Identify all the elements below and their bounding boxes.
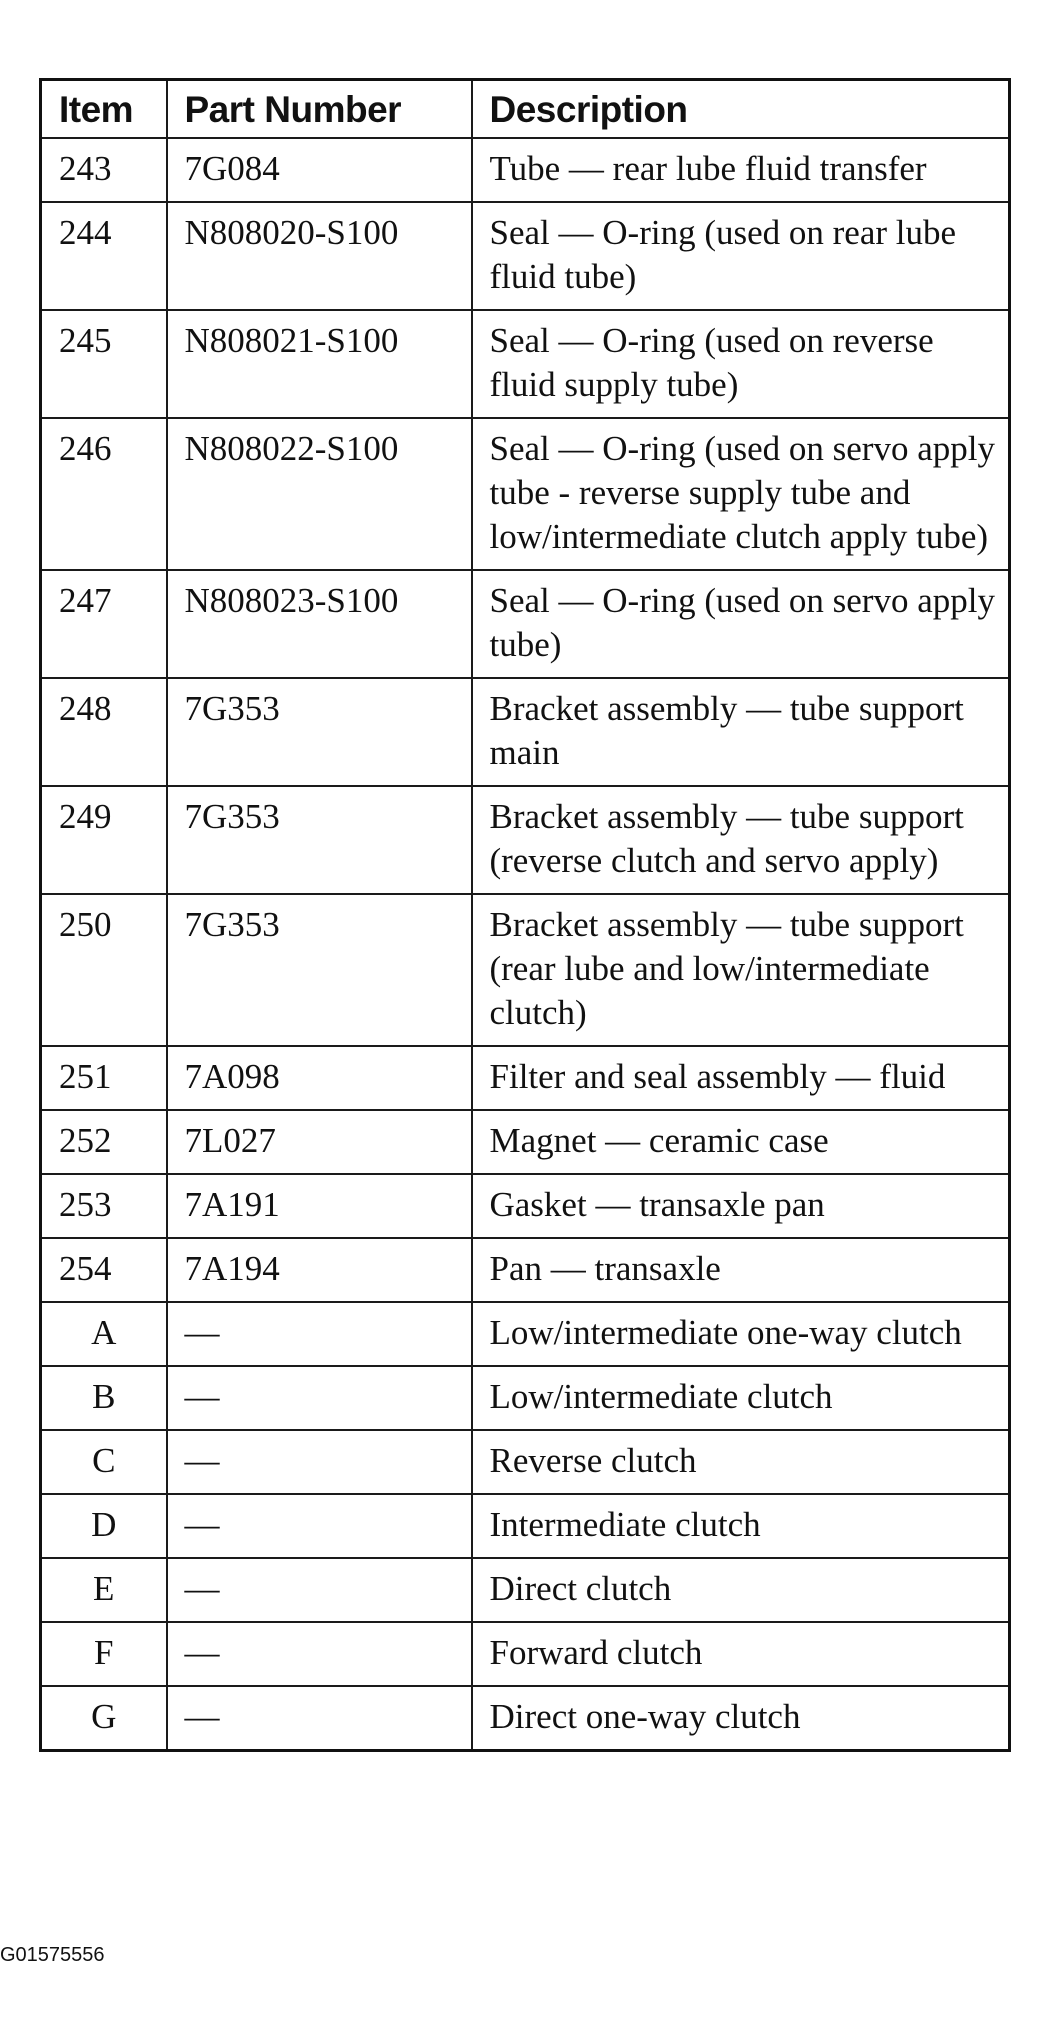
cell-description: Filter and seal assembly — fluid xyxy=(472,1046,1010,1110)
header-part-number: Part Number xyxy=(167,80,472,138)
cell-description: Magnet — ceramic case xyxy=(472,1110,1010,1174)
cell-item: 251 xyxy=(41,1046,167,1110)
cell-description: Seal — O-ring (used on reverse fluid supply tube) xyxy=(472,310,1010,418)
table-row xyxy=(41,1430,1010,1494)
parts-list-table xyxy=(39,78,1011,1752)
cell-item: 243 xyxy=(41,138,167,202)
cell-part-number: — xyxy=(167,1302,472,1366)
table-row xyxy=(41,786,1010,894)
cell-item: F xyxy=(41,1622,167,1686)
cell-part-number: 7G353 xyxy=(167,786,472,894)
cell-part-number: — xyxy=(167,1622,472,1686)
table-row xyxy=(41,894,1010,1046)
cell-description: Direct one-way clutch xyxy=(472,1686,1010,1751)
table-row xyxy=(41,1558,1010,1622)
cell-part-number: 7G353 xyxy=(167,678,472,786)
table-row xyxy=(41,678,1010,786)
cell-item: E xyxy=(41,1558,167,1622)
cell-part-number: N808020-S100 xyxy=(167,202,472,310)
cell-description: Gasket — transaxle pan xyxy=(472,1174,1010,1238)
table-row xyxy=(41,1046,1010,1110)
table-row xyxy=(41,1302,1010,1366)
table-row xyxy=(41,1366,1010,1430)
cell-description: Seal — O-ring (used on servo apply tube - reverse supply tube and low/intermediate clutch apply tube) xyxy=(472,418,1010,570)
cell-description: Seal — O-ring (used on rear lube fluid tube) xyxy=(472,202,1010,310)
header-description: Description xyxy=(472,80,1010,138)
figure-id-label: G01575556 xyxy=(0,1944,105,1966)
parts-table xyxy=(39,78,1008,1752)
cell-item: B xyxy=(41,1366,167,1430)
table-row xyxy=(41,1622,1010,1686)
table-header-row xyxy=(41,80,1010,138)
cell-item: 248 xyxy=(41,678,167,786)
cell-item: D xyxy=(41,1494,167,1558)
header-item: Item xyxy=(41,80,167,138)
cell-description: Reverse clutch xyxy=(472,1430,1010,1494)
cell-part-number: — xyxy=(167,1494,472,1558)
cell-item: 253 xyxy=(41,1174,167,1238)
table-row xyxy=(41,310,1010,418)
cell-part-number: — xyxy=(167,1686,472,1751)
cell-item: 247 xyxy=(41,570,167,678)
cell-part-number: 7A098 xyxy=(167,1046,472,1110)
cell-description: Tube — rear lube fluid transfer xyxy=(472,138,1010,202)
cell-item: C xyxy=(41,1430,167,1494)
cell-part-number: N808023-S100 xyxy=(167,570,472,678)
table-row xyxy=(41,202,1010,310)
cell-description: Pan — transaxle xyxy=(472,1238,1010,1302)
cell-description: Bracket assembly — tube support (rear lube and low/intermediate clutch) xyxy=(472,894,1010,1046)
cell-description: Low/intermediate one-way clutch xyxy=(472,1302,1010,1366)
cell-item: 254 xyxy=(41,1238,167,1302)
cell-description: Bracket assembly — tube support main xyxy=(472,678,1010,786)
table-row xyxy=(41,1686,1010,1751)
cell-item: 252 xyxy=(41,1110,167,1174)
cell-description: Forward clutch xyxy=(472,1622,1010,1686)
cell-item: 245 xyxy=(41,310,167,418)
table-row xyxy=(41,1110,1010,1174)
cell-item: 246 xyxy=(41,418,167,570)
cell-description: Bracket assembly — tube support (reverse clutch and servo apply) xyxy=(472,786,1010,894)
cell-part-number: 7A194 xyxy=(167,1238,472,1302)
table-row xyxy=(41,1174,1010,1238)
cell-part-number: 7G353 xyxy=(167,894,472,1046)
cell-part-number: — xyxy=(167,1366,472,1430)
cell-description: Direct clutch xyxy=(472,1558,1010,1622)
cell-description: Intermediate clutch xyxy=(472,1494,1010,1558)
table-row xyxy=(41,570,1010,678)
cell-part-number: 7A191 xyxy=(167,1174,472,1238)
cell-item: 249 xyxy=(41,786,167,894)
cell-item: 244 xyxy=(41,202,167,310)
cell-item: G xyxy=(41,1686,167,1751)
cell-part-number: 7L027 xyxy=(167,1110,472,1174)
cell-description: Low/intermediate clutch xyxy=(472,1366,1010,1430)
table-row xyxy=(41,1238,1010,1302)
table-row xyxy=(41,1494,1010,1558)
table-body xyxy=(41,138,1010,1751)
cell-part-number: — xyxy=(167,1430,472,1494)
table-row xyxy=(41,138,1010,202)
cell-part-number: N808022-S100 xyxy=(167,418,472,570)
cell-part-number: N808021-S100 xyxy=(167,310,472,418)
cell-description: Seal — O-ring (used on servo apply tube) xyxy=(472,570,1010,678)
table-row xyxy=(41,418,1010,570)
cell-part-number: 7G084 xyxy=(167,138,472,202)
cell-part-number: — xyxy=(167,1558,472,1622)
cell-item: 250 xyxy=(41,894,167,1046)
cell-item: A xyxy=(41,1302,167,1366)
